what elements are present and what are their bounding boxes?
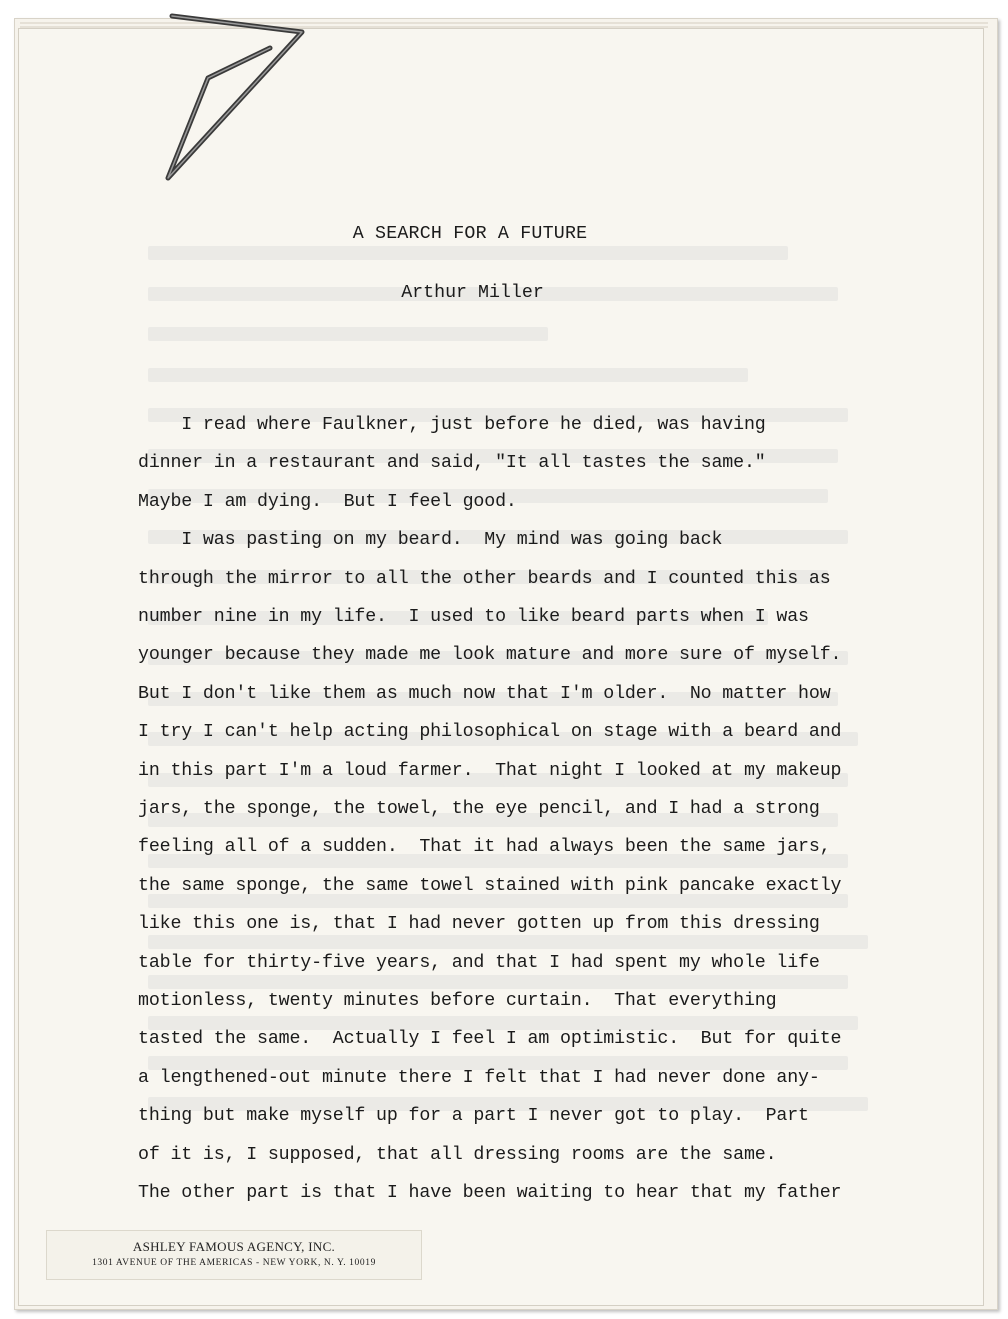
text-line: I try I can't help acting philosophical on stage with a beard and [138, 722, 842, 742]
page-title: A SEARCH FOR A FUTURE [352, 224, 588, 244]
text-line: of it is, I supposed, that all dressing rooms are the same. [138, 1145, 777, 1165]
text-line: through the mirror to all the other beards and I counted this as [138, 569, 831, 589]
text-line: dinner in a restaurant and said, "It all tastes the same." [138, 453, 766, 473]
text-line: feeling all of a sudden. That it had always been the same jars, [138, 837, 831, 857]
text-line: But I don't like them as much now that I'm older. No matter how [138, 684, 831, 704]
text-line: motionless, twenty minutes before curtain. That everything [138, 991, 777, 1011]
text-line: a lengthened-out minute there I felt that I had never done any- [138, 1068, 820, 1088]
text-line: the same sponge, the same towel stained with pink pancake exactly [138, 876, 842, 896]
text-line: I was pasting on my beard. My mind was going back [138, 530, 723, 550]
agency-address: 1301 AVENUE OF THE AMERICAS - NEW YORK, N. Y. 10019 [92, 1258, 376, 1268]
text-line: like this one is, that I had never gotten up from this dressing [138, 914, 820, 934]
text-line: The other part is that I have been waiting to hear that my father [138, 1183, 842, 1203]
agency-name: ASHLEY FAMOUS AGENCY, INC. [132, 1239, 336, 1254]
agency-label [46, 1230, 422, 1280]
text-line: thing but make myself up for a part I never got to play. Part [138, 1106, 809, 1126]
text-line: younger because they made me look mature and more sure of myself. [138, 645, 842, 665]
text-line: in this part I'm a loud farmer. That night I looked at my makeup [138, 761, 842, 781]
text-line: Maybe I am dying. But I feel good. [138, 492, 517, 512]
text-line: number nine in my life. I used to like beard parts when I was [138, 607, 809, 627]
text-line: table for thirty-five years, and that I had spent my whole life [138, 953, 820, 973]
author-name: Arthur Miller [401, 283, 544, 303]
text-line: I read where Faulkner, just before he died, was having [138, 415, 766, 435]
text-line: tasted the same. Actually I feel I am optimistic. But for quite [138, 1029, 842, 1049]
text-line: jars, the sponge, the towel, the eye pencil, and I had a strong [138, 799, 820, 819]
